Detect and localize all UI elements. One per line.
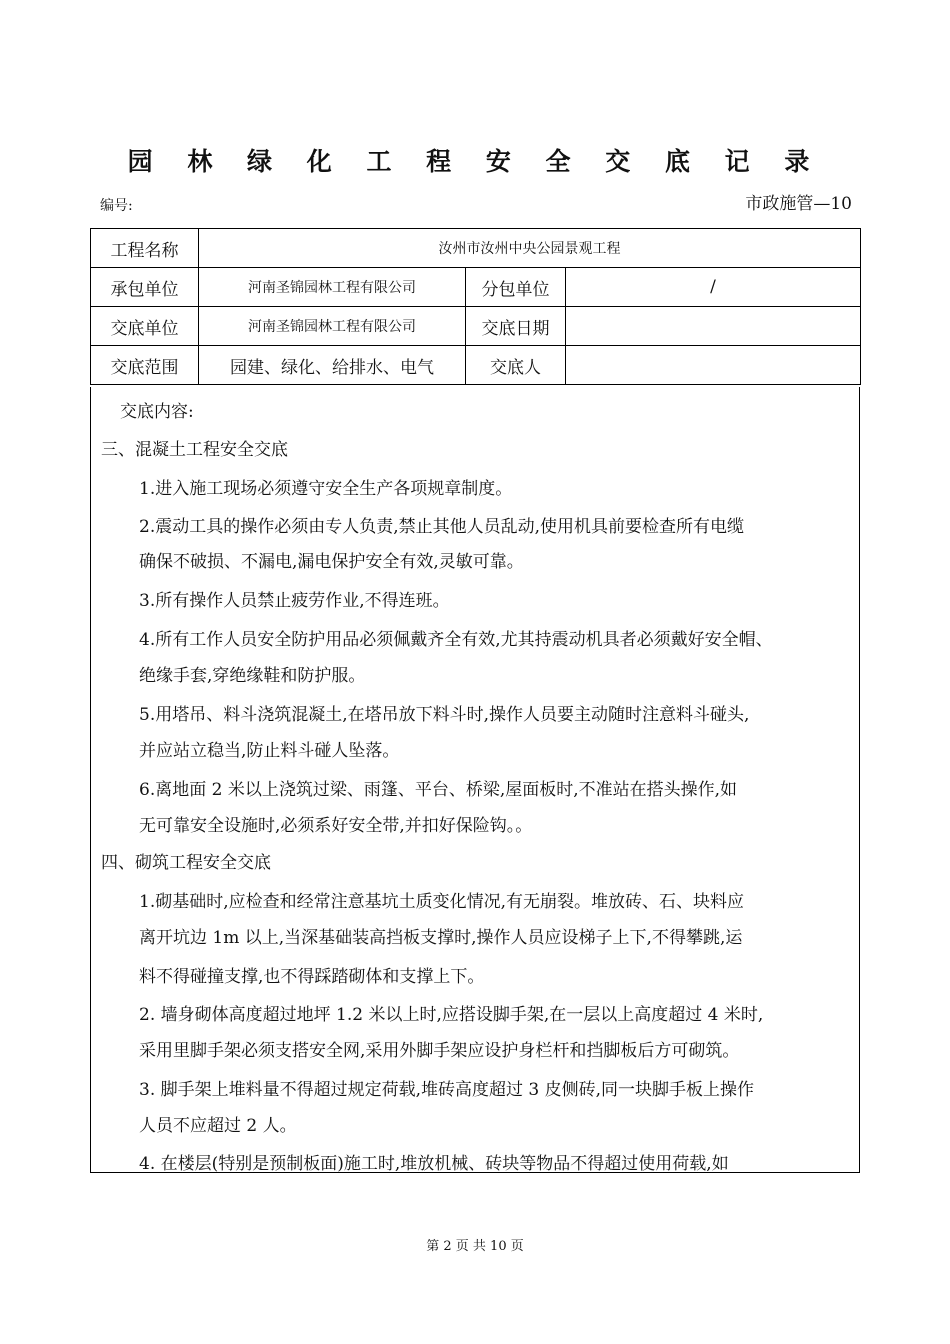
content-line: 3. 脚手架上堆料量不得超过规定荷载,堆砖高度超过 3 皮侧砖,同一块脚手板上操作 bbox=[139, 1080, 755, 1100]
content-line: 1.进入施工现场必须遵守安全生产各项规章制度。 bbox=[139, 479, 513, 499]
contractor-value: 河南圣锦园林工程有限公司 bbox=[199, 268, 466, 307]
row-contractor bbox=[91, 268, 861, 307]
briefing-unit-value: 河南圣锦园林工程有限公司 bbox=[199, 307, 466, 346]
content-line: 4.所有工作人员安全防护用品必须佩戴齐全有效,尤其持震动机具者必须戴好安全帽、 bbox=[139, 630, 773, 650]
content-line: 确保不破损、不漏电,漏电保护安全有效,灵敏可靠。 bbox=[139, 552, 524, 572]
row-project-name bbox=[91, 229, 861, 268]
section-heading: 三、混凝土工程安全交底 bbox=[101, 440, 288, 460]
row-briefing-unit bbox=[91, 307, 861, 346]
subcontractor-value: / bbox=[566, 268, 861, 307]
project-name-label: 工程名称 bbox=[91, 229, 199, 268]
content-line: 绝缘手套,穿绝缘鞋和防护服。 bbox=[139, 666, 366, 686]
briefing-date-label: 交底日期 bbox=[466, 307, 566, 346]
briefing-unit-label: 交底单位 bbox=[91, 307, 199, 346]
content-line: 并应站立稳当,防止料斗碰人坠落。 bbox=[139, 741, 400, 761]
content-line: 人员不应超过 2 人。 bbox=[139, 1116, 297, 1136]
briefer-label: 交底人 bbox=[466, 346, 566, 385]
contractor-label: 承包单位 bbox=[91, 268, 199, 307]
briefer-value bbox=[566, 346, 861, 385]
code-label: 编号: bbox=[100, 198, 133, 214]
section-heading: 四、砌筑工程安全交底 bbox=[101, 853, 271, 873]
content-line: 1.砌基础时,应检查和经常注意基坑土质变化情况,有无崩裂。堆放砖、石、块料应 bbox=[139, 892, 745, 912]
content-line: 料不得碰撞支撑,也不得踩踏砌体和支撑上下。 bbox=[139, 967, 485, 987]
scope-value: 园建、绿化、给排水、电气 bbox=[199, 346, 466, 385]
content-line: 无可靠安全设施时,必须系好安全带,并扣好保险钩。。 bbox=[139, 816, 533, 836]
content-line: 5.用塔吊、料斗浇筑混凝土,在塔吊放下料斗时,操作人员要主动随时注意料斗碰头, bbox=[139, 705, 750, 725]
content-box bbox=[90, 387, 860, 1173]
content-line: 6.离地面 2 米以上浇筑过梁、雨篷、平台、桥梁,屋面板时,不准站在搭头操作,如 bbox=[139, 780, 738, 800]
content-line: 2.震动工具的操作必须由专人负责,禁止其他人员乱动,使用机具前要检查所有电缆 bbox=[139, 517, 745, 537]
document-title: 园 林 绿 化 工 程 安 全 交 底 记 录 bbox=[127, 147, 823, 176]
content-heading: 交底内容: bbox=[120, 402, 194, 422]
content-line: 采用里脚手架必须支搭安全网,采用外脚手架应设护身栏杆和挡脚板后方可砌筑。 bbox=[139, 1041, 740, 1061]
subcontractor-label: 分包单位 bbox=[466, 268, 566, 307]
content-line: 2. 墙身砌体高度超过地坪 1.2 米以上时,应搭设脚手架,在一层以上高度超过 4 米时, bbox=[139, 1005, 764, 1025]
form-number: 市政施管—10 bbox=[745, 194, 852, 214]
info-table bbox=[90, 228, 861, 385]
content-line: 3.所有操作人员禁止疲劳作业,不得连班。 bbox=[139, 591, 450, 611]
row-scope bbox=[91, 346, 861, 385]
briefing-date-value bbox=[566, 307, 861, 346]
scope-label: 交底范围 bbox=[91, 346, 199, 385]
content-line: 4. 在楼层(特别是预制板面)施工时,堆放机械、砖块等物品不得超过使用荷载,如 bbox=[139, 1154, 729, 1174]
content-line: 离开坑边 1m 以上,当深基础装高挡板支撑时,操作人员应设梯子上下,不得攀跳,运 bbox=[139, 928, 743, 948]
project-name-value: 汝州市汝州中央公园景观工程 bbox=[199, 229, 861, 268]
page-footer: 第 2 页 共 10 页 bbox=[426, 1239, 524, 1254]
